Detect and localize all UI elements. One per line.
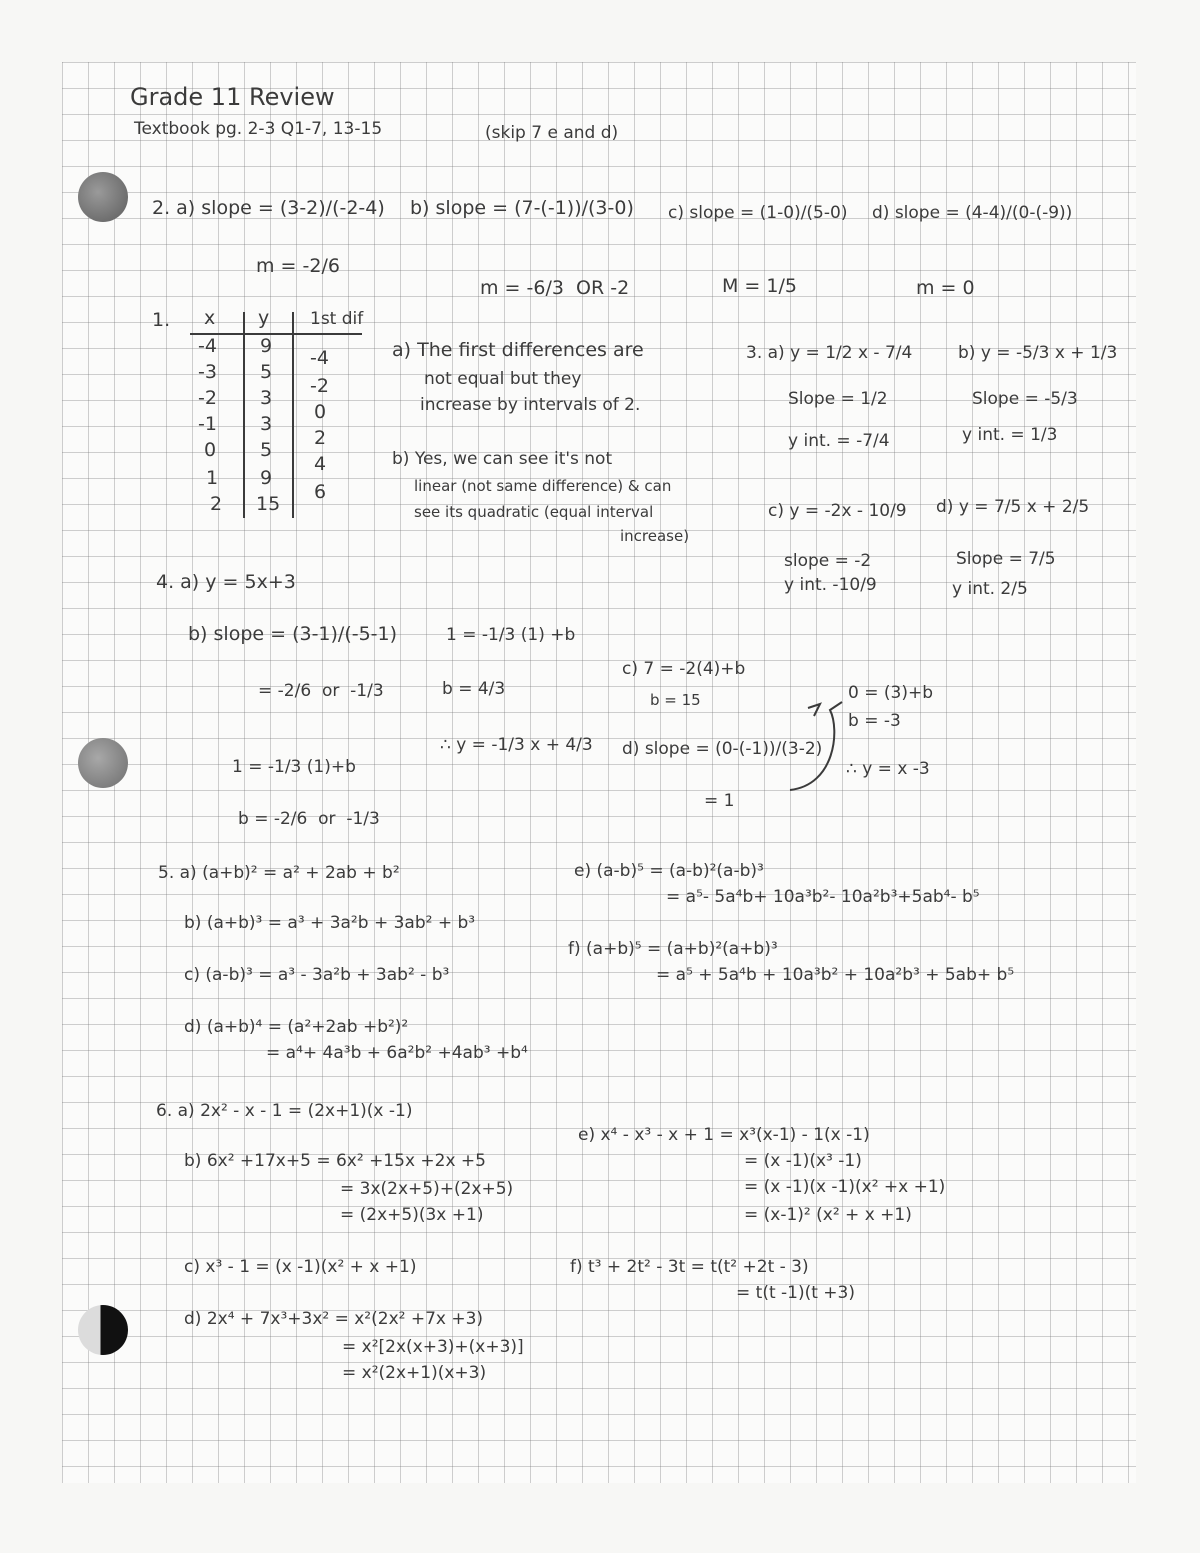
- q1a-line3: increase by intervals of 2.: [420, 395, 641, 415]
- binder-hole: [78, 172, 128, 222]
- page-margin-right: [1136, 0, 1200, 1553]
- table-cell: 0: [314, 401, 327, 423]
- q5d-line2: = a⁴+ 4a³b + 6a²b² +4ab³ +b⁴: [266, 1043, 528, 1063]
- q1-header-x: x: [204, 307, 216, 329]
- q5e-line2: = a⁵- 5a⁴b+ 10a³b²- 10a²b³+5ab⁴- b⁵: [666, 887, 980, 907]
- q1b-line4: increase): [620, 527, 690, 545]
- q3a-line2: Slope = 1/2: [788, 389, 888, 409]
- q4c-line1: c) 7 = -2(4)+b: [622, 659, 746, 679]
- q6d-line3: = x²(2x+1)(x+3): [342, 1363, 487, 1383]
- table-cell: 9: [260, 467, 273, 489]
- table-cell: 15: [256, 493, 281, 515]
- q4b2-line1: 1 = -1/3 (1) +b: [446, 625, 576, 645]
- table-rule: [292, 312, 294, 518]
- q6a: 6. a) 2x² - x - 1 = (2x+1)(x -1): [156, 1101, 413, 1121]
- q2b-line1: b) slope = (7-(-1))/(3-0): [410, 197, 634, 219]
- table-cell: -4: [310, 347, 329, 369]
- q5f-line1: f) (a+b)⁵ = (a+b)²(a+b)³: [568, 939, 778, 959]
- q4c-line2: b = 15: [650, 691, 701, 709]
- q1-header-dif: 1st dif: [310, 309, 364, 329]
- q2d-line1: d) slope = (4-4)/(0-(-9)): [872, 203, 1073, 223]
- q4d-line1: d) slope = (0-(-1))/(3-2): [622, 739, 823, 759]
- q3d-line1: d) y = 7/5 x + 2/5: [936, 497, 1090, 517]
- q6b-line2: = 3x(2x+5)+(2x+5): [340, 1179, 514, 1199]
- table-cell: -4: [198, 335, 217, 357]
- q1b-line1: b) Yes, we can see it's not: [392, 449, 613, 469]
- q6e-line2: = (x -1)(x³ -1): [744, 1151, 862, 1171]
- q3b-line2: Slope = -5/3: [972, 389, 1078, 409]
- q4a: 4. a) y = 5x+3: [156, 571, 296, 593]
- q5e-line1: e) (a-b)⁵ = (a-b)²(a-b)³: [574, 861, 764, 881]
- q5d-line1: d) (a+b)⁴ = (a²+2ab +b²)²: [184, 1017, 409, 1037]
- q4b-line3: 1 = -1/3 (1)+b: [232, 757, 356, 777]
- binder-hole: [78, 1305, 128, 1355]
- table-cell: 2: [314, 427, 327, 449]
- q6e-line4: = (x-1)² (x² + x +1): [744, 1205, 912, 1225]
- q6e-line1: e) x⁴ - x³ - x + 1 = x³(x-1) - 1(x -1): [578, 1125, 870, 1145]
- q1-label: 1.: [152, 309, 171, 331]
- q4d2-line1: 0 = (3)+b: [848, 683, 933, 703]
- q1b-line2: linear (not same difference) & can: [414, 477, 672, 495]
- q4b2-line2: b = 4/3: [442, 679, 506, 699]
- q6b-line3: = (2x+5)(3x +1): [340, 1205, 484, 1225]
- page-margin-left: [0, 0, 62, 1553]
- q6e-line3: = (x -1)(x -1)(x² +x +1): [744, 1177, 946, 1197]
- q1a-line2: not equal but they: [424, 369, 582, 389]
- q3c-line2: slope = -2: [784, 551, 872, 571]
- table-cell: 4: [314, 453, 327, 475]
- q2c-line1: c) slope = (1-0)/(5-0): [668, 203, 848, 223]
- table-cell: 9: [260, 335, 273, 357]
- table-cell: 1: [206, 467, 219, 489]
- table-cell: 5: [260, 439, 273, 461]
- binder-hole: [78, 738, 128, 788]
- table-cell: -1: [198, 413, 217, 435]
- q6c: c) x³ - 1 = (x -1)(x² + x +1): [184, 1257, 417, 1277]
- q2d-line2: m = 0: [916, 277, 975, 299]
- q3d-line3: y int. 2/5: [952, 579, 1028, 599]
- table-cell: 5: [260, 361, 273, 383]
- table-cell: 0: [204, 439, 217, 461]
- q6f-line1: f) t³ + 2t² - 3t = t(t² +2t - 3): [570, 1257, 809, 1277]
- q4d-line2: = 1: [704, 791, 735, 811]
- page-subtitle: Textbook pg. 2-3 Q1-7, 13-15: [134, 119, 383, 139]
- table-cell: -2: [310, 375, 329, 397]
- table-cell: -2: [198, 387, 217, 409]
- q1b-line3: see its quadratic (equal interval: [414, 503, 654, 521]
- table-cell: 6: [314, 481, 327, 503]
- table-cell: 2: [210, 493, 223, 515]
- q3d-line2: Slope = 7/5: [956, 549, 1056, 569]
- q2a-line1: 2. a) slope = (3-2)/(-2-4): [152, 197, 385, 219]
- q3c-line3: y int. -10/9: [784, 575, 877, 595]
- q3c-line1: c) y = -2x - 10/9: [768, 501, 907, 521]
- page-title: Grade 11 Review: [130, 83, 335, 111]
- q2b-line2: m = -6/3 OR -2: [480, 277, 630, 299]
- q4b-line2: = -2/6 or -1/3: [258, 681, 384, 701]
- q5c: c) (a-b)³ = a³ - 3a²b + 3ab² - b³: [184, 965, 450, 985]
- page-margin-bottom: [0, 1483, 1200, 1553]
- q5b: b) (a+b)³ = a³ + 3a²b + 3ab² + b³: [184, 913, 476, 933]
- page-margin-top: [0, 0, 1200, 62]
- q4d2-line3: ∴ y = x -3: [846, 759, 930, 779]
- q1-header-y: y: [258, 307, 270, 329]
- q6b-line1: b) 6x² +17x+5 = 6x² +15x +2x +5: [184, 1151, 486, 1171]
- q3a-line3: y int. = -7/4: [788, 431, 890, 451]
- table-cell: -3: [198, 361, 217, 383]
- q3b-line3: y int. = 1/3: [962, 425, 1058, 445]
- q5f-line2: = a⁵ + 5a⁴b + 10a³b² + 10a²b³ + 5ab+ b⁵: [656, 965, 1015, 985]
- table-rule: [243, 312, 245, 518]
- q4b-line4: b = -2/6 or -1/3: [238, 809, 380, 829]
- header-note: (skip 7 e and d): [485, 123, 619, 143]
- q3a-line1: 3. a) y = 1/2 x - 7/4: [746, 343, 913, 363]
- table-cell: 3: [260, 387, 273, 409]
- q6d-line1: d) 2x⁴ + 7x³+3x² = x²(2x² +7x +3): [184, 1309, 484, 1329]
- arrow-icon: [780, 690, 860, 800]
- q5a: 5. a) (a+b)² = a² + 2ab + b²: [158, 863, 400, 883]
- q4b-line1: b) slope = (3-1)/(-5-1): [188, 623, 398, 645]
- q2a-line2: m = -2/6: [256, 255, 340, 277]
- q2c-line2: M = 1/5: [722, 275, 797, 297]
- q4b2-line3: ∴ y = -1/3 x + 4/3: [440, 735, 593, 755]
- table-cell: 3: [260, 413, 273, 435]
- q1a-line1: a) The first differences are: [392, 339, 644, 361]
- q6d-line2: = x²[2x(x+3)+(x+3)]: [342, 1337, 524, 1357]
- q6f-line2: = t(t -1)(t +3): [736, 1283, 855, 1303]
- q4d2-line2: b = -3: [848, 711, 901, 731]
- q3b-line1: b) y = -5/3 x + 1/3: [958, 343, 1118, 363]
